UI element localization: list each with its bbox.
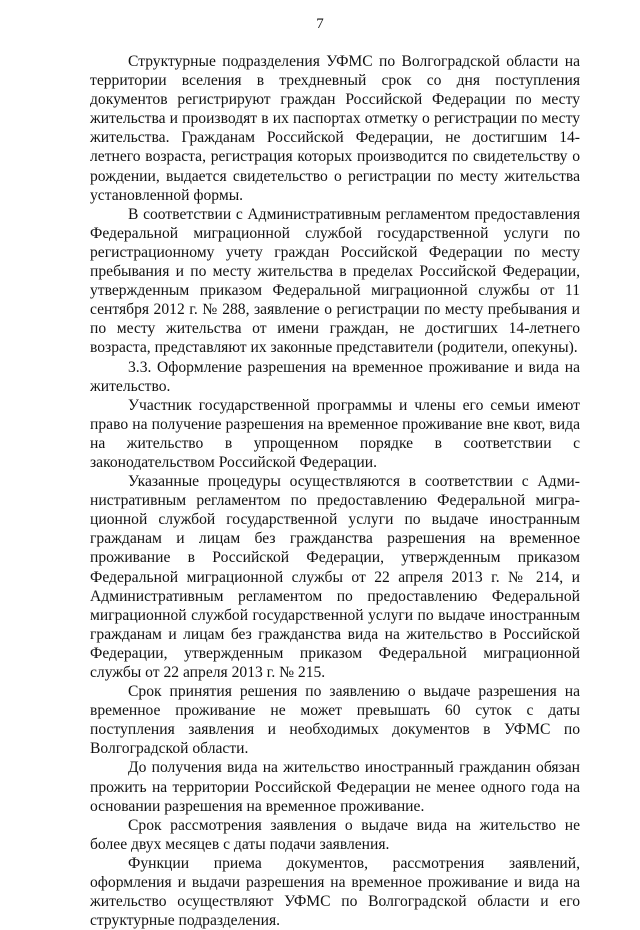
document-body: [90, 52, 580, 930]
paragraph-admin-regulation: В соответствии с Административным регламентом предоставления Федеральной миграционной службой государственной услуги по регистрационному учету граждан Российской Федерации по месту пребывания и по месту жительства в пределах Российской Федерации, утвержденным приказом Федеральной миграционной службы от 11 сентября 2012 г. № 288, заявление о регистрации по месту пребывания и по месту жительства от имени граждан, не достигших 14-летнего возраста, представляют их законные представители (родители, опекуны).: [90, 205, 580, 357]
paragraph-residence-requirement: До получения вида на жительство иностранный гражданин обязан прожить на территории Российской Федерации не менее одного года на основании разрешения на временное проживание.: [90, 759, 580, 815]
paragraph-registration: Структурные подразделения УФМС по Волгоградской области на территории вселения в трехдневный срок со дня поступления документов регистрируют граждан Российской Федерации по месту жительства и производят в их паспортах отметку о регистрации по месту жительства. Гражданам Российской Федерации, не достигшим 14-летнего возраста, регистрация которых производится по свидетельству о рождении, выдается свидетельство о регистрации по месту жительства установленной формы.: [90, 53, 580, 204]
paragraph-decision-term: Срок принятия решения по заявлению о выдаче разрешения на временное проживание не может превышать 60 суток с даты поступления заявления и необходимых документов в УФМС по Волгоградской области.: [90, 683, 580, 758]
paragraph-functions: Функции приема документов, рассмотрения заявлений, оформления и выдачи разрешения на временное проживание и вида на жительство осуществляют УФМС по Волгоградской области и его структурные подразделения.: [90, 854, 580, 930]
section-heading-3-3: 3.3. Оформление разрешения на временное проживание и вида на жительство.: [90, 358, 580, 395]
paragraph-procedures: Указанные процедуры осуществляются в соответствии с Административным регламентом по предоставлению Федеральной миграционной службой государственной услуги по выдаче иностранным гражданам и лицам без гражданства разрешения на временное проживание в Российской Федерации, утвержденным приказом Федеральной миграционной службы от 22 апреля 2013 г. № 214, и Административным регламентом по предоставлению Федеральной миграционной службой государственной услуги по выдаче иностранным гражданам и лицам без гражданства вида на жительство в Российской Федерации, утвержденным приказом Федеральной миграционной службы от 22 апреля 2013 г. № 215.: [90, 473, 580, 681]
paragraph-review-term: Срок рассмотрения заявления о выдаче вида на жительство не более двух месяцев с даты подачи заявления.: [90, 816, 580, 853]
paragraph-participant-rights: Участник государственной программы и члены его семьи имеют право на получение разрешения на временное проживание вне квот, вида на жительство в упрощенном порядке в соответствии с законодательством Российской Федерации.: [90, 396, 580, 471]
page-number: 7: [316, 16, 324, 32]
